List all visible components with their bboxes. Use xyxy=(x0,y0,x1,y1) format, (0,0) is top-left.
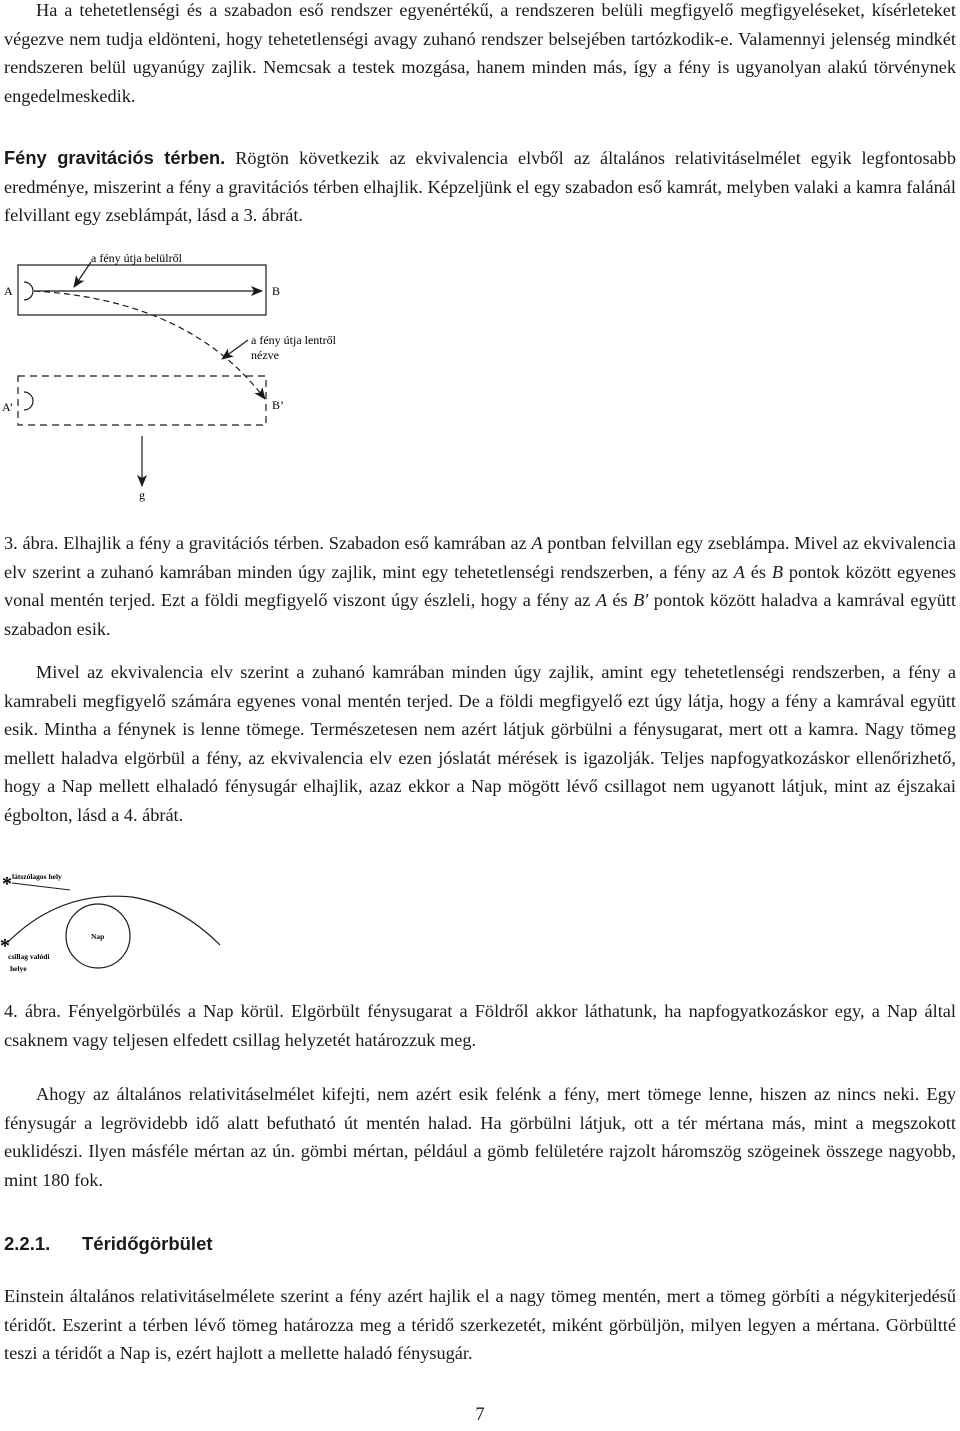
caption-3-math-A3: A xyxy=(595,590,607,610)
label-A-prime: A’ xyxy=(2,400,14,414)
caption-3-text-4: pontok között egyenes vonal mentén terjed. Ezt a földi megfigyelő viszont úgy észleli, hogy a fény az xyxy=(4,561,956,610)
label-outer-path-line1: a fény útja lentről xyxy=(251,333,336,347)
label-real-position-line1: csillag valódi xyxy=(8,952,50,961)
figure-3-diagram xyxy=(0,245,960,510)
section-title: Téridőgörbület xyxy=(82,1233,213,1254)
page-number: 7 xyxy=(475,1405,485,1425)
outer-path-pointer xyxy=(222,340,248,359)
label-inner-path: a fény útja belülről xyxy=(91,251,182,265)
paragraph-spacetime-curvature: Einstein általános relativitáselmélete szerint a fény azért hajlik el a nagy tömeg mentén, mert a tömeg görbíti a négykiterjedésű téridőt. Eszerint a térben lévő tömeg határozza meg a téridő szerkezetét, miként görbüljön, milyen legyen a mértana. Görbültté teszi a téridőt a Nap is, ezért hajlott a mellette haladó fénysugár. xyxy=(4,1286,956,1363)
lamp-A-prime-icon xyxy=(24,392,33,410)
caption-3-math-A1: A xyxy=(531,533,543,553)
caption-3-math-A2: A xyxy=(733,561,745,582)
paragraph-equivalence-light: Mivel az ekvivalencia elv szerint a zuhanó kamrában minden úgy zajlik, amint egy tehetetlenségi rendszerben, a fény a kamrabeli megfigyelő számára egyenes vonal mentén terjed. De a földi megfigyelő ezt úgy látja, hogy a fény a kamrával együtt esik. Mintha a fénynek is lenne tömege. Természetesen nem azért látjuk görbülni a fénysugarat, mert ott a kamra. Nagy tömeg mellett haladva elgörbül a fény, az ekvivalencia elv ezen jóslatát mérések is igazolják. Teljes napfogyatkozáskor ellenőrizhető, hogy a Nap mellett elhaladó fénysugár elhajlik, azaz ekkor a Nap mögött lévő csillagot nem ugyanott látjuk, mint az éjszakai égbolton, lásd a 4. ábrát. xyxy=(4,662,956,825)
inner-path-pointer xyxy=(74,262,91,287)
caption-3-math-B-prime: B′ xyxy=(633,590,649,610)
label-A: A xyxy=(4,284,13,298)
paragraph-equivalence: Ha a tehetetlenségi és a szabadon eső rendszer egyenértékű, a rendszeren belüli megfigyelő megfigyeléseket, kísérleteket végezve nem tudja eldönteni, hogy tehetetlenségi avagy zuhanó rendszer belsejében tartózkodik-e. Valamennyi jelenség mindkét rendszeren belül ugyanúgy zajlik. Nemcsak a testek mozgása, hanem minden más, így a fény is ugyanolyan alakú törvénynek engedelmeskedik. xyxy=(4,0,956,106)
figure-3-caption xyxy=(4,529,956,643)
bent-light-ray xyxy=(8,896,220,945)
label-sun: Nap xyxy=(91,932,105,941)
caption-3-text-5: és xyxy=(607,590,634,610)
outer-light-path xyxy=(34,291,265,399)
paragraph-geometry: Ahogy az általános relativitáselmélet kifejti, nem azért esik felénk a fény, mert tömege lenne, hiszen az nincs neki. Egy fénysugár a legrövidebb idő alatt befutható út mentén halad. Ha görbülni látjuk, ott a tér mértana más, mint a megszokott euklidészi. Ilyen másféle mértan az ún. gömbi mértan, például a gömb felületére rajzolt háromszög szögeinek összege nagyobb, mint 180 fok. xyxy=(4,1084,956,1190)
label-g: g xyxy=(139,488,145,502)
upper-chamber xyxy=(18,265,266,315)
caption-3-text-6: pontok között haladva a kamrával együtt szabadon esik. xyxy=(4,590,957,639)
caption-3-text-2: pontban felvillan egy zseblámpa. Mivel az ekvivalencia elv szerint a zuhanó kamrában minden úgy zajlik, mint egy tehetetlenségi rendszerben, a fény az xyxy=(4,533,956,582)
paragraph-light-in-gravity xyxy=(4,144,956,230)
figure-4-diagram xyxy=(0,862,300,982)
caption-3-math-B: B xyxy=(771,561,784,582)
label-B: B xyxy=(272,284,281,298)
star-real-icon: * xyxy=(0,935,10,957)
label-outer-path-line2: nézve xyxy=(251,348,279,362)
lamp-A-icon xyxy=(24,282,33,300)
label-apparent-position: látszólagos hely xyxy=(12,872,62,881)
caption-3-text-3: és xyxy=(744,561,772,582)
caption-3-text-1: 3. ábra. Elhajlik a fény a gravitációs térben. Szabadon eső kamrában az xyxy=(4,533,532,553)
label-real-position-line2: helye xyxy=(10,964,27,973)
run-in-heading: Fény gravitációs térben. xyxy=(4,147,226,168)
apparent-direction-line xyxy=(12,883,70,890)
paragraph-light-in-gravity-text: Rögtön következik az ekvivalencia elvből az általános relativitáselmélet egyik legfontosabb eredménye, miszerint a fény a gravitációs térben elhajlik. Képzeljünk el egy szabadon eső kamrát, melyben valaki a kamra falánál felvillant egy zseblámpát, lásd a 3. ábrát. xyxy=(4,148,956,225)
figure-4-caption: 4. ábra. Fényelgörbülés a Nap körül. Elgörbült fénysugarat a Földről akkor láthatunk, ha napfogyatkozáskor egy, a Nap által csaknem vagy teljesen elfedett csillag helyzetét határozzuk meg. xyxy=(4,1001,956,1050)
star-apparent-icon: * xyxy=(2,873,12,895)
label-B-prime: B’ xyxy=(272,398,284,412)
lower-chamber xyxy=(18,376,266,425)
section-heading xyxy=(4,1233,213,1255)
section-number: 2.2.1. xyxy=(4,1233,51,1254)
